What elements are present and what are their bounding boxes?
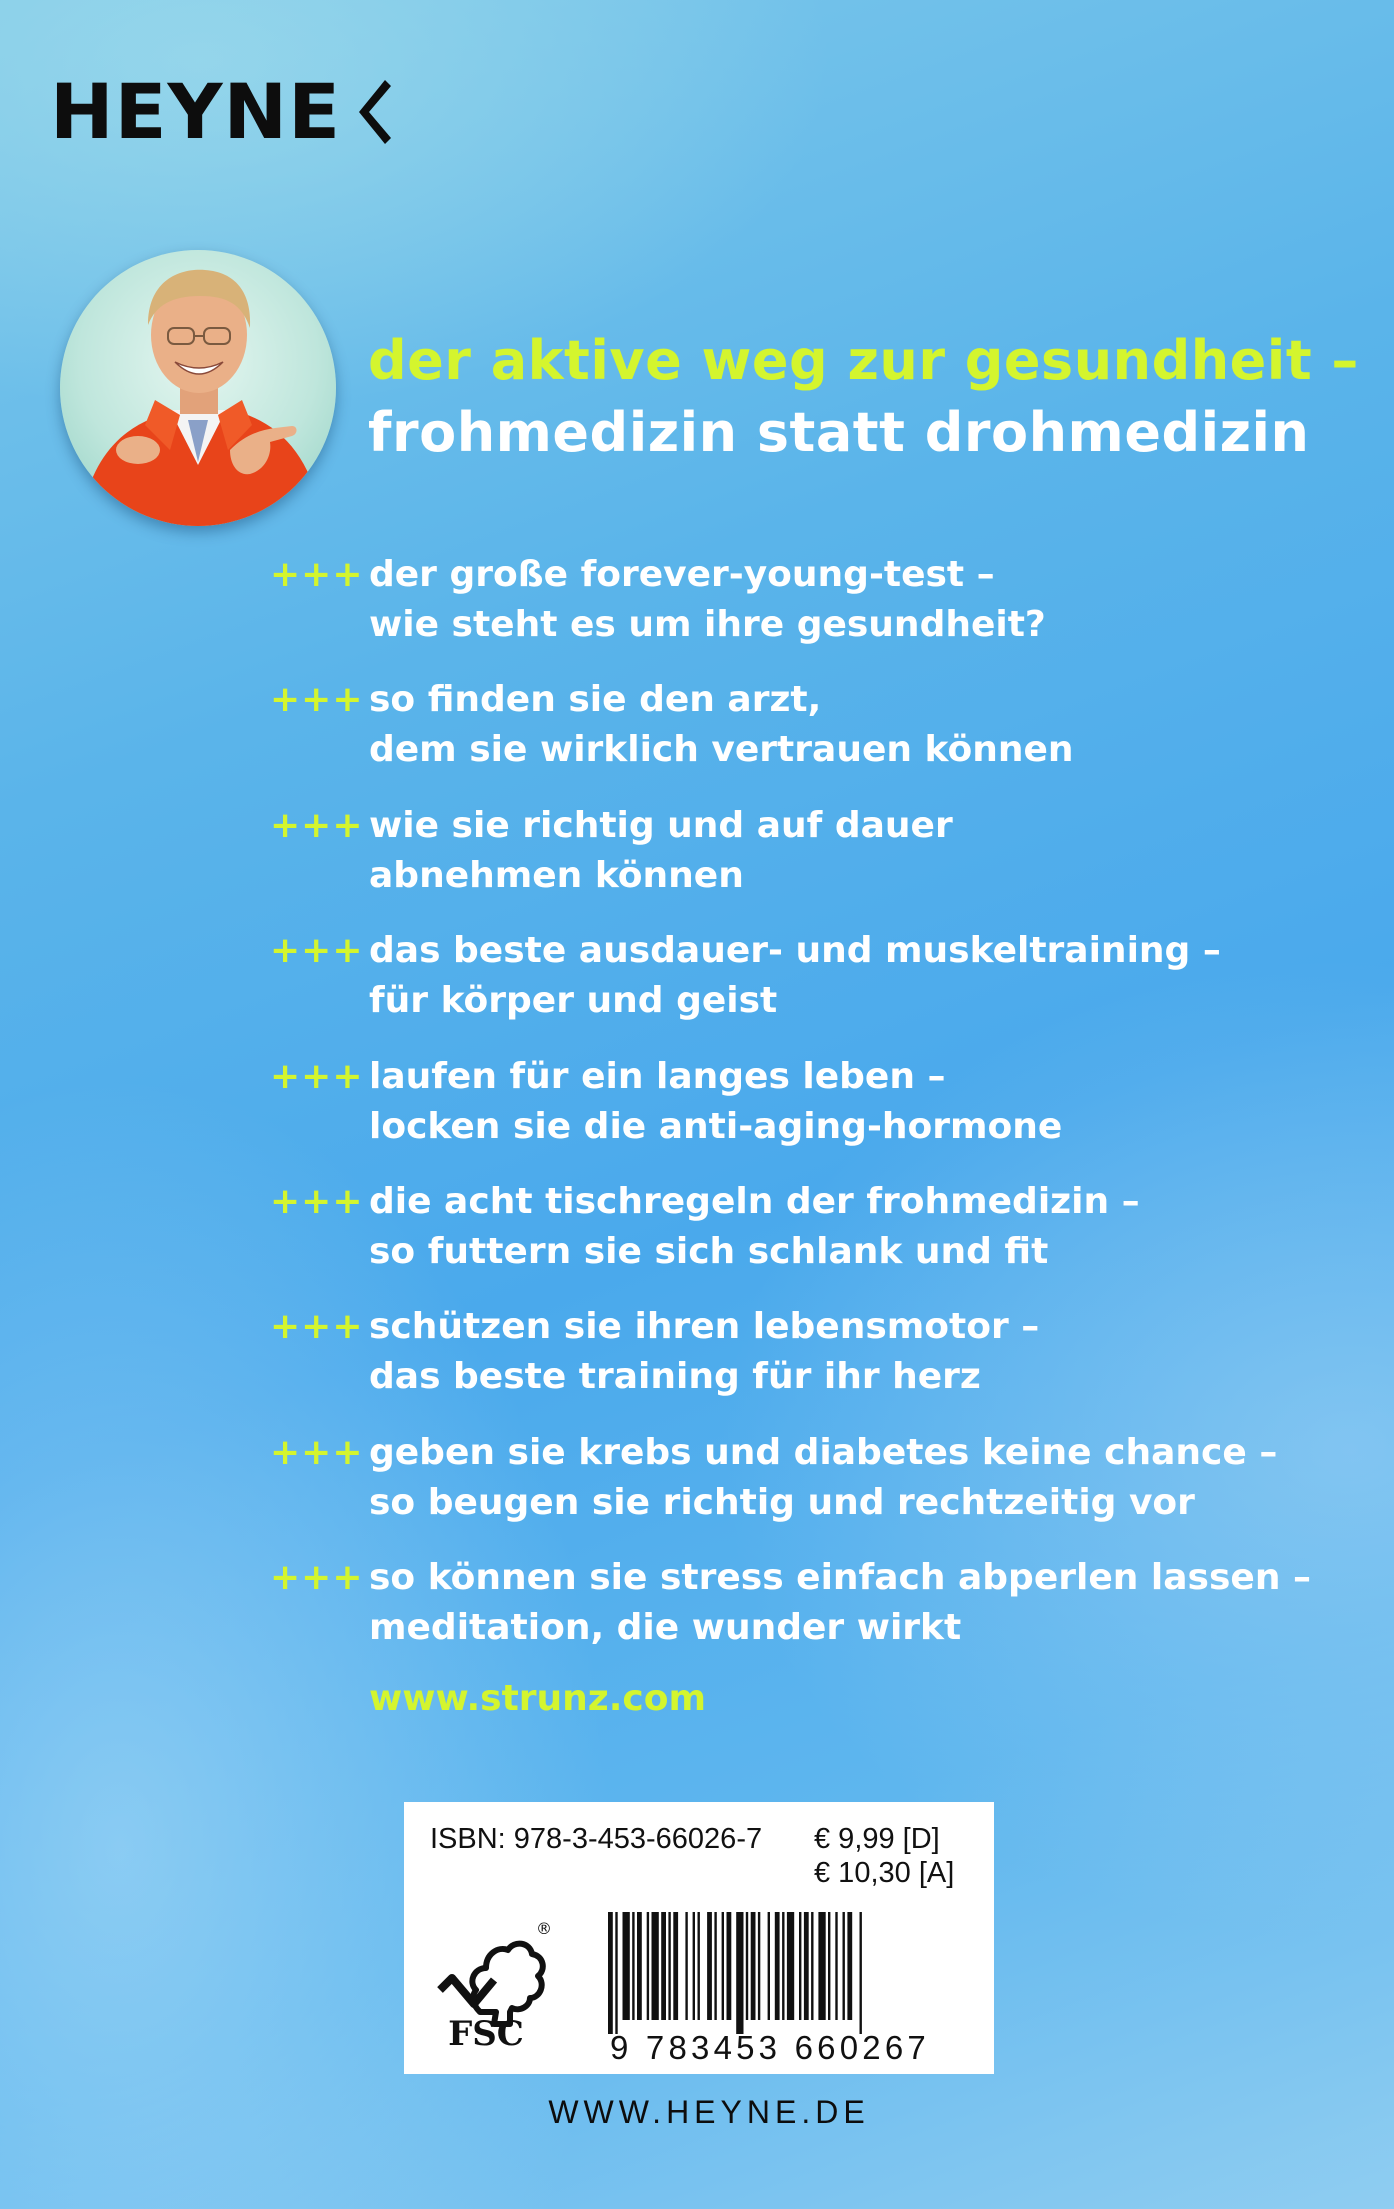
price-germany: € 9,99 [D] xyxy=(814,1823,940,1855)
publisher-logo-text: HEYNE xyxy=(50,67,342,156)
list-item-line-1: geben sie krebs und diabetes keine chance – xyxy=(369,1431,1278,1473)
barcode-bar xyxy=(722,1912,724,2020)
barcode-bar xyxy=(647,1912,649,2020)
barcode-bar xyxy=(775,1912,780,2020)
isbn-number: ISBN: 978-3-453-66026-7 xyxy=(430,1823,763,1855)
bullet-marker: +++ xyxy=(270,1055,364,1097)
list-item xyxy=(270,801,1370,926)
barcode-bar xyxy=(698,1912,700,2020)
list-item-line-1: das beste ausdauer- und muskeltraining – xyxy=(369,930,1221,972)
barcode-bar xyxy=(818,1912,825,2020)
list-item xyxy=(270,1177,1370,1302)
barcode-bar xyxy=(736,1912,743,2034)
barcode-bar xyxy=(811,1912,813,2020)
bullet-marker: +++ xyxy=(270,554,364,595)
barcode-bar xyxy=(693,1912,695,2020)
barcode-bar xyxy=(768,1912,770,2020)
barcode xyxy=(604,1912,970,2034)
barcode-bar xyxy=(835,1912,837,2020)
author-portrait-photo xyxy=(60,250,336,526)
barcode-bar xyxy=(685,1912,687,2020)
list-item xyxy=(270,675,1370,800)
headline xyxy=(368,325,1359,469)
list-item-line-2: wie steht es um ihre gesundheit? xyxy=(369,604,1046,645)
barcode-bar xyxy=(782,1912,784,2020)
list-item-line-2: für körper und geist xyxy=(369,980,778,1022)
list-item-line-2: abnehmen können xyxy=(369,854,744,896)
list-item xyxy=(270,1553,1370,1678)
list-item xyxy=(270,550,1370,675)
barcode-bar xyxy=(652,1912,659,2020)
list-item-line-1: so finden sie den arzt, xyxy=(369,679,822,721)
list-item-line-1: die acht tischregeln der frohmedizin – xyxy=(369,1180,1140,1222)
headline-line-1: der aktive weg zur gesundheit – xyxy=(368,329,1359,392)
barcode-bar xyxy=(615,1912,617,2034)
barcode-bar xyxy=(623,1912,630,2020)
barcode-bar xyxy=(787,1912,794,2020)
list-item-line-2: das beste training für ihr herz xyxy=(369,1356,981,1398)
publisher-website[interactable]: WWW.HEYNE.DE xyxy=(548,2094,870,2130)
list-item-line-2: locken sie die anti-aging-hormone xyxy=(369,1105,1063,1147)
fsc-label: FSC xyxy=(448,2014,524,2054)
bullet-marker: +++ xyxy=(270,1306,364,1348)
bullet-marker: +++ xyxy=(270,930,364,972)
publisher-logo xyxy=(50,67,391,156)
barcode-bar xyxy=(799,1912,801,2020)
headline-line-2: frohmedizin statt drohmedizin xyxy=(368,401,1310,464)
bullet-marker: +++ xyxy=(270,1431,364,1473)
barcode-bar xyxy=(828,1912,830,2020)
bullet-marker: +++ xyxy=(270,1557,364,1599)
list-item xyxy=(270,1428,1370,1553)
list-item-line-2: meditation, die wunder wirkt xyxy=(369,1607,962,1649)
bullet-marker: +++ xyxy=(270,804,364,846)
list-item-line-2: dem sie wirklich vertrauen können xyxy=(369,729,1074,771)
barcode-bar xyxy=(751,1912,756,2020)
barcode-bar xyxy=(637,1912,642,2020)
barcode-bar xyxy=(668,1912,670,2020)
list-item-line-1: der große forever-young-test – xyxy=(369,554,995,595)
barcode-bar xyxy=(746,1912,748,2020)
barcode-bar xyxy=(804,1912,809,2020)
bullet-marker: +++ xyxy=(270,1180,364,1222)
barcode-bar xyxy=(727,1912,732,2020)
author-portrait xyxy=(60,250,336,526)
barcode-bar xyxy=(758,1912,760,2020)
list-item-line-1: so können sie stress einfach abperlen lassen – xyxy=(369,1557,1311,1599)
barcode-digits: 9 783453 660267 xyxy=(610,2029,930,2066)
barcode-bar xyxy=(714,1912,716,2020)
barcode-bar xyxy=(847,1912,852,2020)
list-item-line-2: so beugen sie richtig und rechtzeitig vor xyxy=(369,1481,1195,1523)
isbn-barcode-box xyxy=(404,1802,994,2074)
barcode-bar xyxy=(632,1912,634,2020)
list-item xyxy=(270,1302,1370,1427)
barcode-bar xyxy=(673,1912,678,2020)
list-item-line-1: wie sie richtig und auf dauer xyxy=(369,804,953,846)
feature-list xyxy=(270,550,1370,1679)
list-item xyxy=(270,926,1370,1051)
chevron-left-mark-icon xyxy=(355,80,391,144)
list-item-line-1: laufen für ein langes leben – xyxy=(369,1055,946,1097)
list-item-line-1: schützen sie ihren lebensmotor – xyxy=(369,1306,1040,1348)
registered-mark: ® xyxy=(536,1919,552,1938)
price-austria: € 10,30 [A] xyxy=(814,1857,955,1889)
barcode-bar xyxy=(661,1912,666,2020)
barcode-bar xyxy=(608,1912,613,2034)
author-website-link[interactable]: www.strunz.com xyxy=(369,1678,707,1719)
list-item-line-2: so futtern sie sich schlank und fit xyxy=(369,1230,1049,1272)
bullet-marker: +++ xyxy=(270,679,364,721)
barcode-bar xyxy=(860,1912,862,2034)
barcode-bar xyxy=(707,1912,712,2020)
barcode-bar xyxy=(843,1912,845,2020)
list-item xyxy=(270,1052,1370,1177)
